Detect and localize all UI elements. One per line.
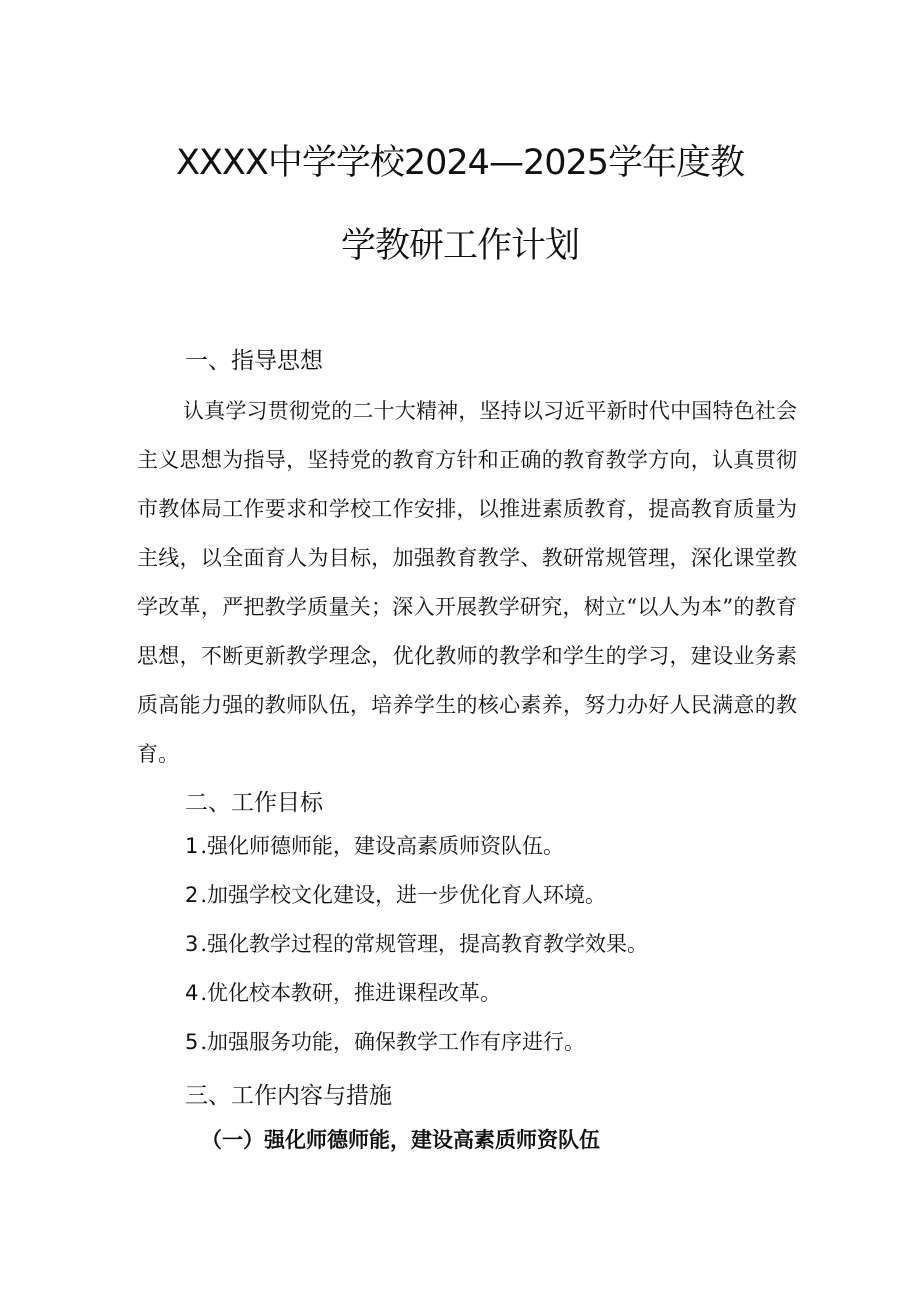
goal-text: .加强学校文化建设，进一步优化育人环境。 bbox=[200, 883, 607, 907]
document-title-line-2: 学教研工作计划 bbox=[340, 226, 579, 266]
goal-item-1 bbox=[185, 830, 564, 860]
guiding-ideology-paragraph: 认真学习贯彻党的二十大精神，坚持以习近平新时代中国特色社会主义思想为指导，坚持党的教育方针和正确的教育教学方向，认真贯彻市教体局工作要求和学校工作安排，以推进素质教育，提高教育质量为主线，以全面育人为目标，加强教育教学、教研常规管理，深化课堂教学改革，严把教学质量关；深入开展教学研究，树立“以人为本”的教育思想，不断更新教学理念，优化教师的教学和学生的学习，建设业务素质高能力强的教师队伍，培养学生的核心素养，努力办好人民满意的教育。 bbox=[137, 399, 797, 766]
section-heading-work-content-measures: 三、工作内容与措施 bbox=[185, 1083, 392, 1109]
goal-item-2 bbox=[185, 879, 606, 909]
goal-item-5 bbox=[185, 1026, 585, 1056]
goal-number: 2 bbox=[185, 883, 199, 907]
subsection-heading-1: （一）强化师德师能，建设高素质师资队伍 bbox=[201, 1127, 600, 1152]
section-heading-guiding-ideology: 一、指导思想 bbox=[185, 348, 323, 374]
goal-text: .加强服务功能，确保教学工作有序进行。 bbox=[200, 1030, 586, 1054]
goal-text: .强化师德师能，建设高素质师资队伍。 bbox=[200, 834, 565, 858]
goal-item-4 bbox=[185, 977, 501, 1007]
goal-item-3 bbox=[185, 928, 648, 958]
section-heading-work-goals: 二、工作目标 bbox=[185, 790, 323, 816]
goal-text: .优化校本教研，推进课程改革。 bbox=[200, 981, 502, 1005]
document-title-line-1: XXXX中学学校2024—2025学年度教 bbox=[175, 143, 745, 183]
goal-number: 5 bbox=[185, 1030, 199, 1054]
goal-number: 1 bbox=[185, 834, 199, 858]
goal-number: 3 bbox=[185, 932, 199, 956]
goal-number: 4 bbox=[185, 981, 199, 1005]
goal-text: .强化教学过程的常规管理，提高教育教学效果。 bbox=[200, 932, 649, 956]
